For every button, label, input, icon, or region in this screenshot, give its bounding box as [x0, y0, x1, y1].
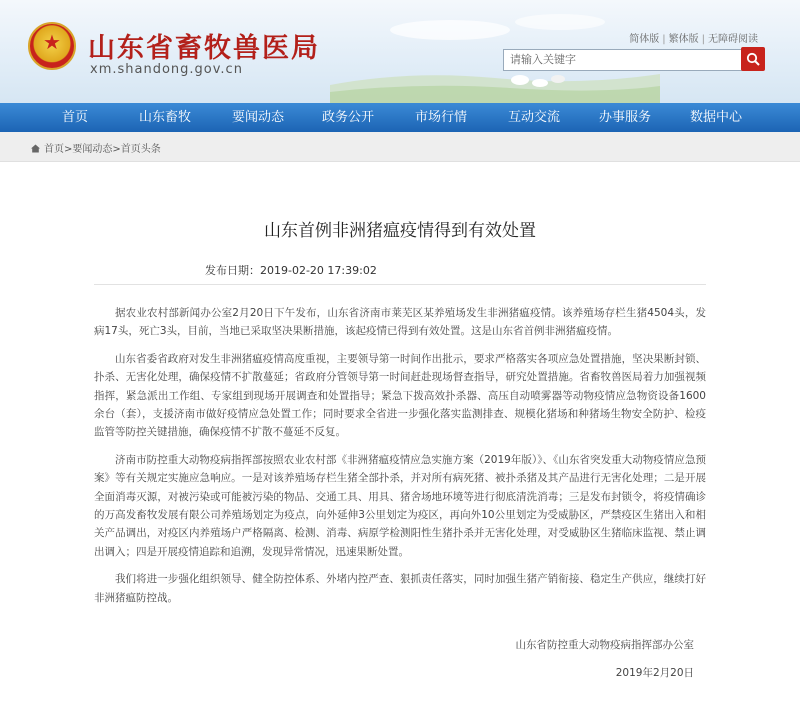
separator: | — [662, 34, 666, 45]
signature-organization: 山东省防控重大动物疫病指挥部办公室 — [515, 639, 694, 651]
emblem-star-icon: ★ — [43, 30, 61, 54]
site-header — [0, 0, 800, 103]
article-paragraph: 据农业农村部新闻办公室2月20日下午发布，山东省济南市莱芜区某养殖场发生非洲猪瘟疫情。该养殖场存栏生猪4504头，发病17头，死亡3头，目前，当地已采取坚决果断措施，该起疫情已得到有效处置。这是山东省首例非洲猪瘟疫情。 — [94, 307, 706, 338]
nav-item-data-center[interactable]: 数据中心 — [689, 110, 742, 125]
breadcrumb-separator: > — [64, 144, 73, 155]
nav-item-market[interactable]: 市场行情 — [414, 110, 467, 125]
breadcrumb-home[interactable]: 首页 — [44, 144, 64, 155]
breadcrumb-news[interactable]: 要闻动态 — [72, 144, 113, 155]
article-paragraph: 我们将进一步强化组织领导、健全防控体系、外堵内控严查、狠抓责任落实，同时加强生猪产销衔接、稳定生产供应，继续打好非洲猪瘟防控战。 — [94, 573, 706, 604]
title-divider — [94, 284, 706, 285]
article-paragraph: 济南市防控重大动物疫病指挥部按照农业农村部《非洲猪瘟疫情应急实施方案（2019年版）》、《山东省突发重大动物疫情应急预案》等有关规定实施应急响应。一是对该养殖场存栏生猪全部扑杀，并对所有病死猪、被扑杀猪及其产品进行无害化处理；二是开展全面消毒灭源，对被污染或可能被污染的物品、交通工具、用具、猪舍场地环境等进行彻底清洗消毒；三是发布封锁令，将疫情确诊的万高发畜牧发展有限公司养殖场划定为疫点，向外延伸3公里划定为疫区，再向外10公里划定为受威胁区，严禁疫区生猪出入和相关产品调出，对疫区内养殖场户严格隔离、检测、消毒、病原学检测阳性生猪扑杀并无害化处理，对受威胁区生猪临床监视、禁止调出调入；四是开展疫情追踪和追溯，发现异常情况，迅速果断处置。 — [94, 453, 706, 558]
separator: | — [701, 34, 705, 45]
nav-item-services[interactable]: 办事服务 — [598, 110, 651, 125]
traditional-chinese-link[interactable]: 繁体版 — [668, 34, 699, 45]
article-body — [94, 304, 706, 616]
site-title[interactable]: 山东省畜牧兽医局 — [88, 33, 320, 64]
breadcrumb-bar — [0, 132, 800, 162]
nav-item-home[interactable]: 首页 — [61, 110, 88, 125]
search-icon — [746, 52, 760, 66]
nav-item-interaction[interactable]: 互动交流 — [507, 110, 560, 125]
article-paragraph: 山东省委省政府对发生非洲猪瘟疫情高度重视，主要领导第一时间作出批示，要求严格落实各项应急处置措施，坚决果断封锁、扑杀、无害化处理，确保疫情不扩散蔓延；省政府分管领导第一时间赶赴现场督查指导，研究处置措施。省畜牧兽医局着力加强视频指挥，紧急派出工作组、专家组到现场开展调查和处置指导；紧急下拨高效扑杀器、高压自动喷雾器等动物疫情应急物资设备1600余台（套），支援济南市做好疫情应急处置工作；同时要求全省进一步强化落实监测排查、规模化猪场和种猪场生物安全防护、检疫监管等防控关键措施，确保疫情不扩散不蔓延不反复。 — [94, 352, 706, 439]
breadcrumb — [30, 140, 161, 155]
site-domain: xm.shandong.gov.cn — [90, 62, 243, 77]
main-nav — [0, 103, 800, 132]
signature-date: 2019年2月20日 — [615, 667, 694, 679]
home-icon — [30, 143, 41, 154]
nav-item-news[interactable]: 要闻动态 — [231, 110, 284, 125]
search-input[interactable]: 请输入关键字 — [503, 49, 743, 71]
publish-date — [205, 262, 377, 278]
publish-date-value: 2019-02-20 17:39:02 — [260, 264, 377, 277]
nav-item-shandong-husbandry[interactable]: 山东畜牧 — [138, 110, 191, 125]
search-button[interactable] — [741, 47, 765, 71]
publish-date-label: 发布日期： — [205, 264, 260, 277]
language-links — [629, 30, 758, 45]
breadcrumb-headlines[interactable]: 首页头条 — [120, 144, 161, 155]
national-emblem-logo[interactable] — [28, 22, 76, 70]
nav-item-government-affairs[interactable]: 政务公开 — [321, 110, 374, 125]
accessible-reading-link[interactable]: 无障碍阅读 — [708, 34, 758, 45]
article-title: 山东首例非洲猪瘟疫情得到有效处置 — [264, 221, 536, 241]
simplified-chinese-link[interactable]: 简体版 — [629, 34, 660, 45]
breadcrumb-separator: > — [112, 144, 121, 155]
